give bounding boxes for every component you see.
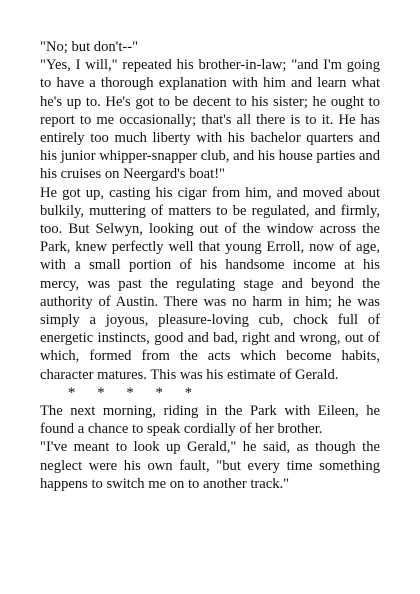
- book-page: [40, 38, 380, 493]
- paragraph-next-morning: The next morning, riding in the Park with Eileen, he found a chance to speak cordially of her brother.: [40, 403, 380, 438]
- paragraph-dialogue-yes: "Yes, I will," repeated his brother-in-law; "and I'm going to have a thorough explanation with him and learn what he's up to. He's got to be decent to his sister; he ought to report to me occasionally; that's all there is to it. He has entirely too much liberty with his bachelor quarters and his junior whipper-snapper club, and his house parties and his cruises on Neergard's boat!": [40, 57, 380, 183]
- paragraph-gerald-quote: "I've meant to look up Gerald," he said, as though the neglect were his own fault, "but every time something happens to switch me on to another track.": [40, 439, 380, 492]
- section-break: * * * * *: [68, 384, 193, 401]
- paragraph-narration: He got up, casting his cigar from him, and moved about bulkily, muttering of matters to be regulated, and firmly, too. But Selwyn, looking out of the window across the Park, knew perfectly well that young Erroll, now of age, with a small portion of his handsome income at his mercy, was past the regulating stage and beyond the authority of Austin. There was no harm in him; he was simply a joyous, pleasure-loving cub, chock full of energetic instincts, good and bad, right and wrong, out of which, formed from the acts which become habits, character matures. This was his estimate of Gerald.: [40, 184, 380, 383]
- paragraph-dialogue-no: "No; but don't--": [40, 39, 139, 55]
